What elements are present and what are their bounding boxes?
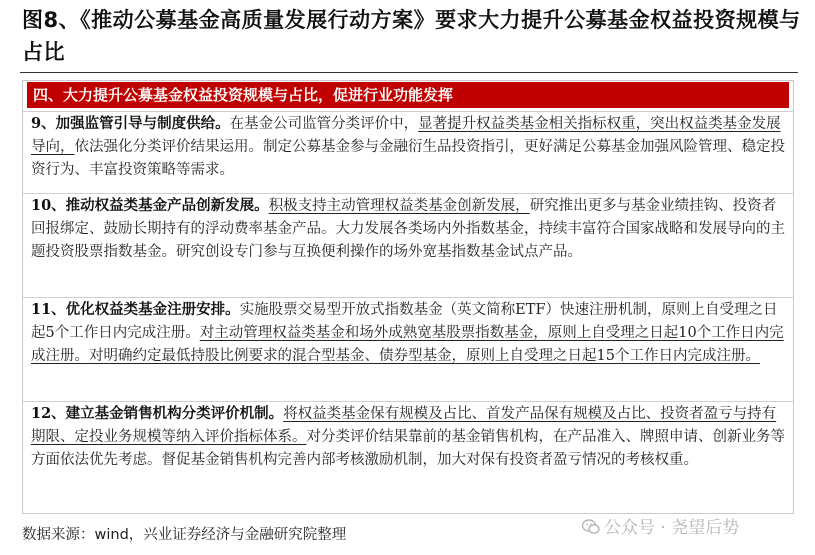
- figure-title: 图8、《推动公募基金高质量发展行动方案》要求大力提升公募基金权益投资规模与占比: [22, 8, 801, 64]
- item-text: 实施股票交易型开放式指数基金（英文简称ETF）快速注册机制，原则上自受理之日起5个工作日内完成注册。: [31, 302, 778, 341]
- underlined-text: 将权益类基金保有规模及占比、首发产品保有规模及占比、投资者盈亏与持有期限、定投业务规模等纳入评价指标体系。: [31, 406, 777, 445]
- underlined-text: 显著提升权益类基金相关指标权重，突出权益类基金发展导向，: [31, 116, 781, 155]
- item-heading: 9、加强监管引导与制度供给。: [31, 115, 230, 132]
- item-heading: 11、优化权益类基金注册安排。: [31, 301, 240, 318]
- underlined-text: 对主动管理权益类基金和场外成熟宽基股票指数基金，原则上自受理之日起10个工作日内完成注册。: [31, 325, 784, 364]
- wechat-icon: [582, 519, 600, 535]
- item-heading: 12、建立基金销售机构分类评价机制。: [31, 405, 284, 422]
- policy-item-9: [22, 111, 794, 193]
- watermark-text: 公众号 · 尧望后势: [604, 518, 740, 538]
- section-header: 四、大力提升公募基金权益投资规模与占比，促进行业功能发挥: [27, 82, 789, 108]
- watermark: [582, 513, 739, 538]
- item-text: 依法强化分类评价结果运用。制定公募基金参与金融衍生品投资指引，更好满足公募基金加强风险管理、稳定投资行为、丰富投资策略等需求。: [31, 139, 785, 178]
- policy-item-12: [22, 401, 794, 513]
- underlined-text: 积极支持主动管理权益类基金创新发展，: [268, 198, 530, 214]
- source-note: 数据来源：wind，兴业证券经济与金融研究院整理: [22, 527, 347, 543]
- policy-item-10: [22, 193, 794, 297]
- policy-item-11: [22, 297, 794, 401]
- item-text: 在基金公司监管分类评价中，: [229, 116, 419, 132]
- underlined-text: 对明确约定最低持股比例要求的混合型基金、债券型基金，原则上自受理之日起15个工作日内完成注册。: [89, 348, 760, 364]
- item-text: 研究推出更多与基金业绩挂钩、投资者回报绑定、鼓励长期持有的浮动费率基金产品。大力发展各类场内外指数基金，持续丰富符合国家战略和发展导向的主题投资股票指数基金。研究创设专门参与互换便利操作的场外宽基指数基金试点产品。: [31, 198, 785, 260]
- title-divider: [20, 72, 798, 73]
- item-text: 对分类评价结果靠前的基金销售机构，在产品准入、牌照申请、创新业务等方面依法优先考虑。督促基金销售机构完善内部考核激励机制，加大对保有投资者盈亏情况的考核权重。: [31, 429, 785, 468]
- item-heading: 10、推动权益类基金产品创新发展。: [31, 197, 269, 214]
